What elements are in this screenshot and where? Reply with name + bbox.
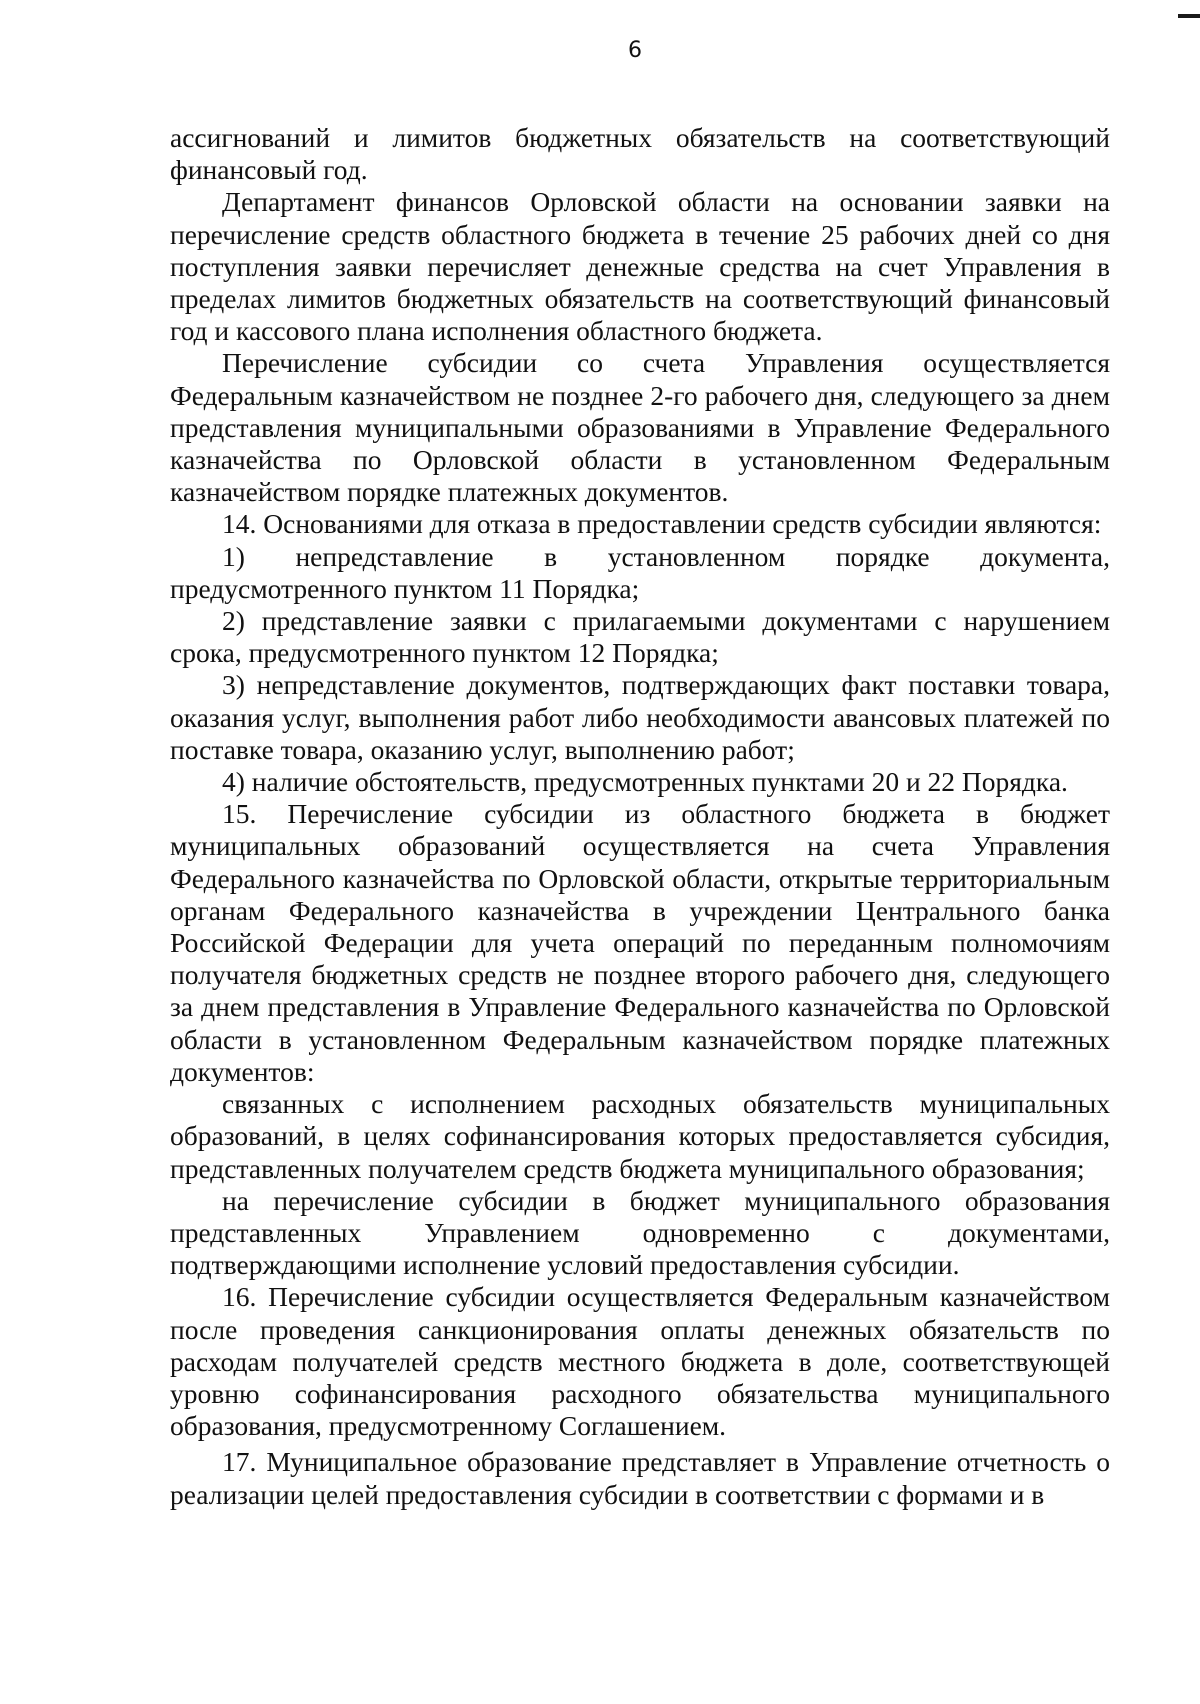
list-item-3: 3) непредставление документов, подтверждающих факт поставки товара, оказания услуг, выполнения работ либо необходимости авансовых платежей по поставке товара, оказанию услуг, выполнению работ; — [170, 669, 1110, 765]
paragraph-continuation: ассигнований и лимитов бюджетных обязательств на соответствующий финансовый год. — [170, 122, 1110, 186]
paragraph-finance-department: Департамент финансов Орловской области на основании заявки на перечисление средств областного бюджета в течение 25 рабочих дней со дня поступления заявки перечисляет денежные средства на счет Управления в пределах лимитов бюджетных обязательств на соответствующий финансовый год и кассового плана исполнения областного бюджета. — [170, 186, 1110, 347]
list-item-2: 2) представление заявки с прилагаемыми документами с нарушением срока, предусмотренного пунктом 12 Порядка; — [170, 605, 1110, 669]
page-number: 6 — [628, 38, 642, 63]
scan-edge-mark — [1178, 14, 1200, 18]
list-item-4: 4) наличие обстоятельств, предусмотренных пунктами 20 и 22 Порядка. — [222, 766, 1068, 798]
paragraph-15-transfer-accounts: 15. Перечисление субсидии из областного бюджета в бюджет муниципальных образований осуществляется на счета Управления Федерального казначейства по Орловской области, открытые территориальным органам Федерального казначейства в учреждении Центрального банка Российской Федерации для учета операций по переданным полномочиям получателя бюджетных средств не позднее второго рабочего дня, следующего за днем представления в Управление Федерального казначейства по Орловской области в установленном Федеральным казначейством порядке платежных документов: — [170, 798, 1110, 1087]
paragraph-15-sub-transfer-submission: на перечисление субсидии в бюджет муниципального образования представленных Управлением одновременно с документами, подтверждающими исполнение условий предоставления субсидии. — [170, 1184, 1110, 1281]
paragraph-15-sub-related-obligations: связанных с исполнением расходных обязательств муниципальных образований, в целях софинансирования которых предоставляется субсидия, представленных получателем средств бюджета муниципального образования; — [170, 1088, 1110, 1184]
paragraph-17-reporting: 17. Муниципальное образование представляет в Управление отчетность о реализации целей предоставления субсидии в соответствии с формами и в — [170, 1446, 1110, 1510]
list-item-1: 1) непредставление в установленном порядке документа, предусмотренного пунктом 11 Порядка; — [170, 540, 1110, 604]
document-body — [170, 122, 1110, 1511]
paragraph-14-refusal-grounds: 14. Основаниями для отказа в предоставлении средств субсидии являются: — [222, 508, 1102, 540]
paragraph-subsidy-transfer: Перечисление субсидии со счета Управления осуществляется Федеральным казначейством не позднее 2-го рабочего дня, следующего за днем представления муниципальными образованиями в Управление Федерального казначейства по Орловской области в установленном Федеральным казначейством порядке платежных документов. — [170, 347, 1110, 508]
paragraph-16-sanctioning: 16. Перечисление субсидии осуществляется Федеральным казначейством после проведения санкционирования оплаты денежных обязательств по расходам получателей средств местного бюджета в доле, соответствующей уровню софинансирования расходного обязательства муниципального образования, предусмотренному Соглашением. — [170, 1281, 1110, 1442]
